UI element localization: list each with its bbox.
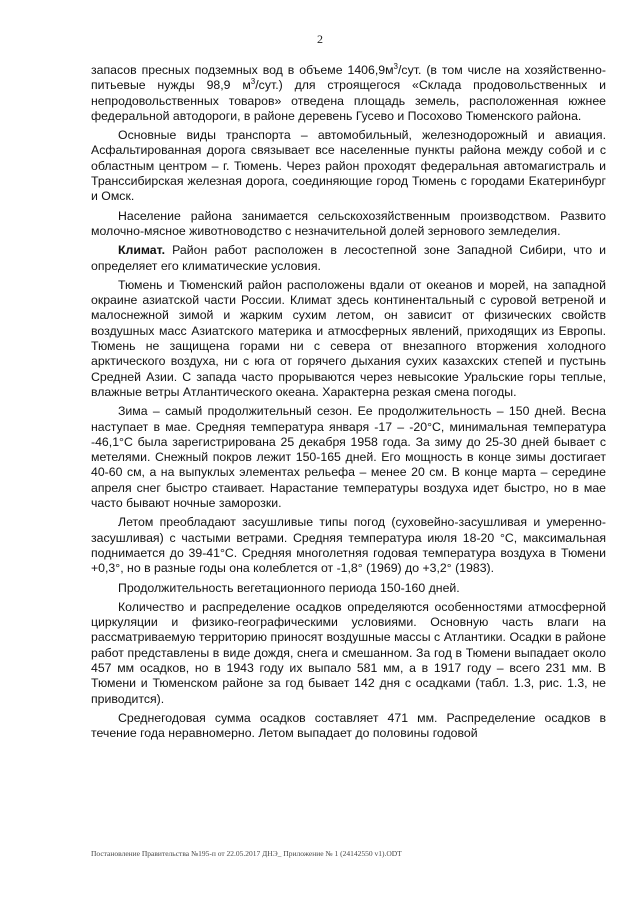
document-footer: Постановление Правительства №195-п от 22.05.2017 ДНЭ_ Приложение № 1 (24142550 v1).ODT — [91, 849, 402, 858]
paragraph-text: /сут. (в том числе на хозяйственно-питьевые нужды 98,9 м — [91, 63, 606, 93]
paragraph-summer: Летом преобладают засушливые типы погод (суховейно-засушливая и умеренно-засушливая) с частыми ветрами. Средняя температура июля 18-20 °С, максимальная поднимается до 39-41°С. Средняя многолетняя годовая температура воздуха в Тюмени +0,3°, но в разные годы она колеблется от -1,8° (1969) до +3,2° (1983). — [91, 515, 606, 576]
paragraph-transport: Основные виды транспорта – автомобильный, железнодорожный и авиация. Асфальтированная дорога связывает все населенные пункты района между собой и с областным центром – г. Тюмень. Через район проходят федеральная автомагистраль и Транссибирская железная дорога, соединяющие город Тюмень с городами Екатеринбург и Омск. — [91, 128, 606, 204]
paragraph-precipitation: Количество и распределение осадков определяются особенностями атмосферной циркуляции и физико-географическими условиями. Основную часть влаги на рассматриваемую территорию приносят воздушные массы с Атлантики. Осадки в районе работ представлены в виде дождя, снега и смешанном. За год в Тюмени выпадает около 457 мм осадков, но в 1943 году их выпало 581 мм, а в 1917 году – всего 231 мм. В Тюмени и Тюменском районе за год бывает 142 дня с осадками (табл. 1.3, рис. 1.3, не приводится). — [91, 599, 606, 706]
paragraph-text: запасов пресных подземных вод в объеме 1406,9м — [91, 63, 394, 77]
paragraph-text: /сут.) для строящегося «Склада продовольственных и непродовольственных товаров» отведена площадь земель, расположенная южнее федеральной автодороги, в районе деревень Гусево и Посохово Тюменского района. — [91, 78, 606, 123]
paragraph-groundwater — [91, 63, 606, 124]
page-number: 2 — [317, 32, 323, 46]
paragraph-winter: Зима – самый продолжительный сезон. Ее продолжительность – 150 дней. Весна наступает в мае. Средняя температура января -17 – -20°С, минимальная температура -46,1°С была зарегистрирована 25 декабря 1958 года. За зиму до 25-30 дней бывает с метелями. Снежный покров лежит 150-165 дней. Его мощность в конце зимы достигает 40-60 см, а на выпуклых элементах рельефа – менее 20 см. В конце марта – середине апреля снег быстро стаивает. Нарастание температуры воздуха идет быстро, но в мае часто бывают ночные заморозки. — [91, 404, 606, 511]
climate-heading: Климат. — [118, 243, 166, 258]
superscript: 3 — [393, 61, 398, 71]
paragraph-population: Население района занимается сельскохозяйственным производством. Развито молочно-мясное животноводство с незначительной долей зернового земледелия. — [91, 208, 606, 238]
paragraph-text: Район работ расположен в лесостепной зоне Западной Сибири, что и определяет его климатические условия. — [91, 243, 606, 273]
paragraph-annual-precipitation: Среднегодовая сумма осадков составляет 471 мм. Распределение осадков в течение года неравномерно. Летом выпадает до половины годовой — [91, 710, 606, 741]
body-text — [91, 63, 606, 745]
paragraph-vegetation: Продолжительность вегетационного периода 150-160 дней. — [118, 580, 460, 595]
paragraph-location: Тюмень и Тюменский район расположены вдали от океанов и морей, на западной окраине азиатской части России. Климат здесь континентальный с суровой ветреной и малоснежной зимой и жарким сухим летом, он зависит от физических свойств воздушных масс Азиатского материка и атмосферных явлений, приходящих из Европы. Тюмень не защищена горами ни с севера от внезапного вторжения холодного арктического воздуха, ни с юга от горячего дыхания сухих казахских степей и пустынь Средней Азии. С запада часто прорываются через невысокие Уральские горы теплые, влажные ветры Атлантического океана. Характерна резкая смена погоды. — [91, 277, 606, 399]
superscript: 3 — [250, 77, 256, 87]
paragraph-climate-intro — [91, 243, 606, 274]
